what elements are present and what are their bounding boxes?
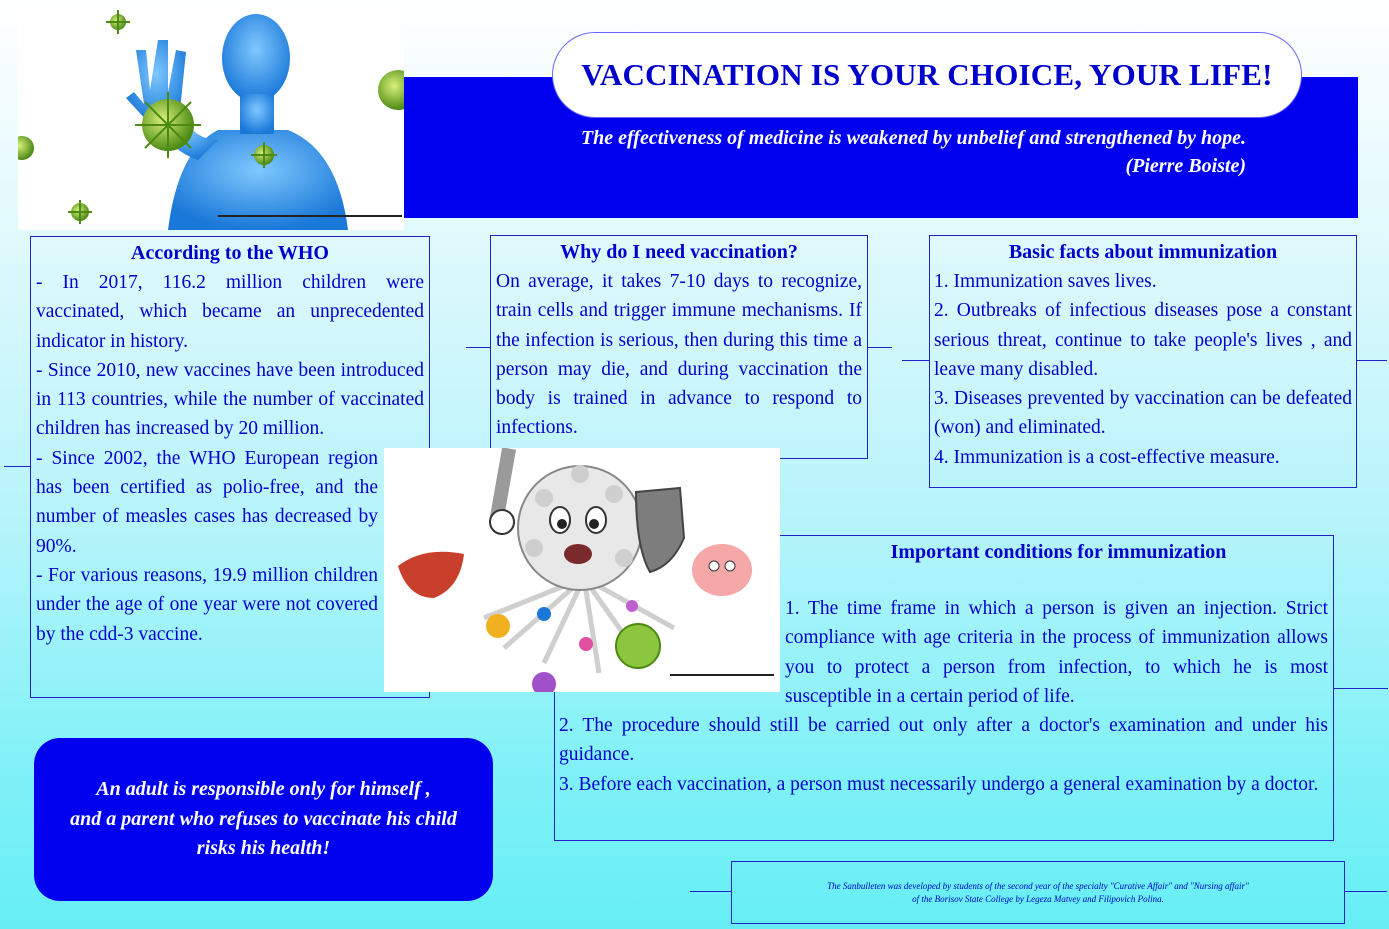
who-fact-item: - For various reasons, 19.9 million children under the age of one year were not covered by the cdd-3 vaccine. <box>36 564 378 645</box>
white-blood-cell-cartoon <box>384 448 780 692</box>
connector-line <box>1334 688 1388 689</box>
connector-line <box>690 891 731 892</box>
who-box-title: According to the WHO <box>131 242 329 264</box>
condition-item: 2. The procedure should still be carried out only after a doctor's examination and under his guidance. <box>559 715 1328 766</box>
facts-list <box>934 267 1352 472</box>
why-box-text: On average, it takes 7-10 days to recognize, train cells and trigger immune mechanisms. If the infection is serious, then during this time a person may die, and during vaccination the body is trained in advance to respond to infections. <box>496 271 862 439</box>
who-fact-item: - Since 2010, new vaccines have been introduced in 113 countries, while the number of vaccinated children has increased by 20 million. <box>36 359 424 440</box>
connector-line <box>1357 360 1387 361</box>
responsible-line: An adult is responsible only for himself , <box>96 778 431 801</box>
responsible-line: and a parent who refuses to vaccinate his child <box>70 807 457 830</box>
who-fact-item: - Since 2002, the WHO European region has been certified as polio-free, and the number of measles cases has decreased by 90%. <box>36 447 378 557</box>
immunization-facts-box <box>929 235 1357 488</box>
fact-item: 1. Immunization saves lives. <box>934 271 1157 292</box>
who-fact-item: - In 2017, 116.2 million children were vaccinated, which became an unprecedented indicator in history. <box>36 272 424 352</box>
quote-text: The effectiveness of medicine is weakened by unbelief and strengthened by hope. <box>580 127 1246 149</box>
responsible-line: risks his health! <box>196 837 331 860</box>
who-facts-list <box>36 268 424 649</box>
credits-footer <box>731 861 1345 924</box>
why-vaccination-box <box>490 235 868 459</box>
connector-line <box>466 347 490 348</box>
cell-warrior-image <box>384 448 780 692</box>
credits-line: of the Borisov State College by Legeza Matvey and Filipovich Polina. <box>912 894 1164 904</box>
fact-item: 3. Diseases prevented by vaccination can be defeated (won) and eliminated. <box>934 388 1352 439</box>
condition-item: 1. The time frame in which a person is given an injection. Strict compliance with age criteria in the process of immunization allows you to protect a person from infection, to which he is most susceptible in a certain period of life. <box>785 598 1328 707</box>
who-facts-box <box>30 236 430 698</box>
hero-image-man-blocking-viruses <box>18 10 404 230</box>
condition-item: 3. Before each vaccination, a person must necessarily undergo a general examination by a doctor. <box>559 773 1319 795</box>
man-virus-illustration <box>18 10 404 230</box>
page-title: VACCINATION IS YOUR CHOICE, YOUR LIFE! <box>552 32 1302 118</box>
parent-responsibility-message <box>34 738 493 901</box>
why-box-title: Why do I need vaccination? <box>560 241 798 263</box>
fact-item: 2. Outbreaks of infectious diseases pose a constant serious threat, continue to take people's lives , and leave many disabled. <box>934 300 1352 380</box>
connector-line <box>868 347 892 348</box>
connector-line <box>4 466 30 467</box>
conditions-box-title: Important conditions for immunization <box>890 541 1227 563</box>
facts-box-title: Basic facts about immunization <box>1008 241 1278 263</box>
connector-line <box>1345 891 1387 892</box>
quote-author: (Pierre Boiste) <box>1125 155 1246 177</box>
quote <box>420 124 1246 180</box>
connector-line <box>902 360 929 361</box>
fact-item: 4. Immunization is a cost-effective measure. <box>934 446 1280 468</box>
credits-line: The Sanbulleten was developed by students of the second year of the specialty "Curative Affair" and "Nursing affair" <box>827 881 1249 891</box>
